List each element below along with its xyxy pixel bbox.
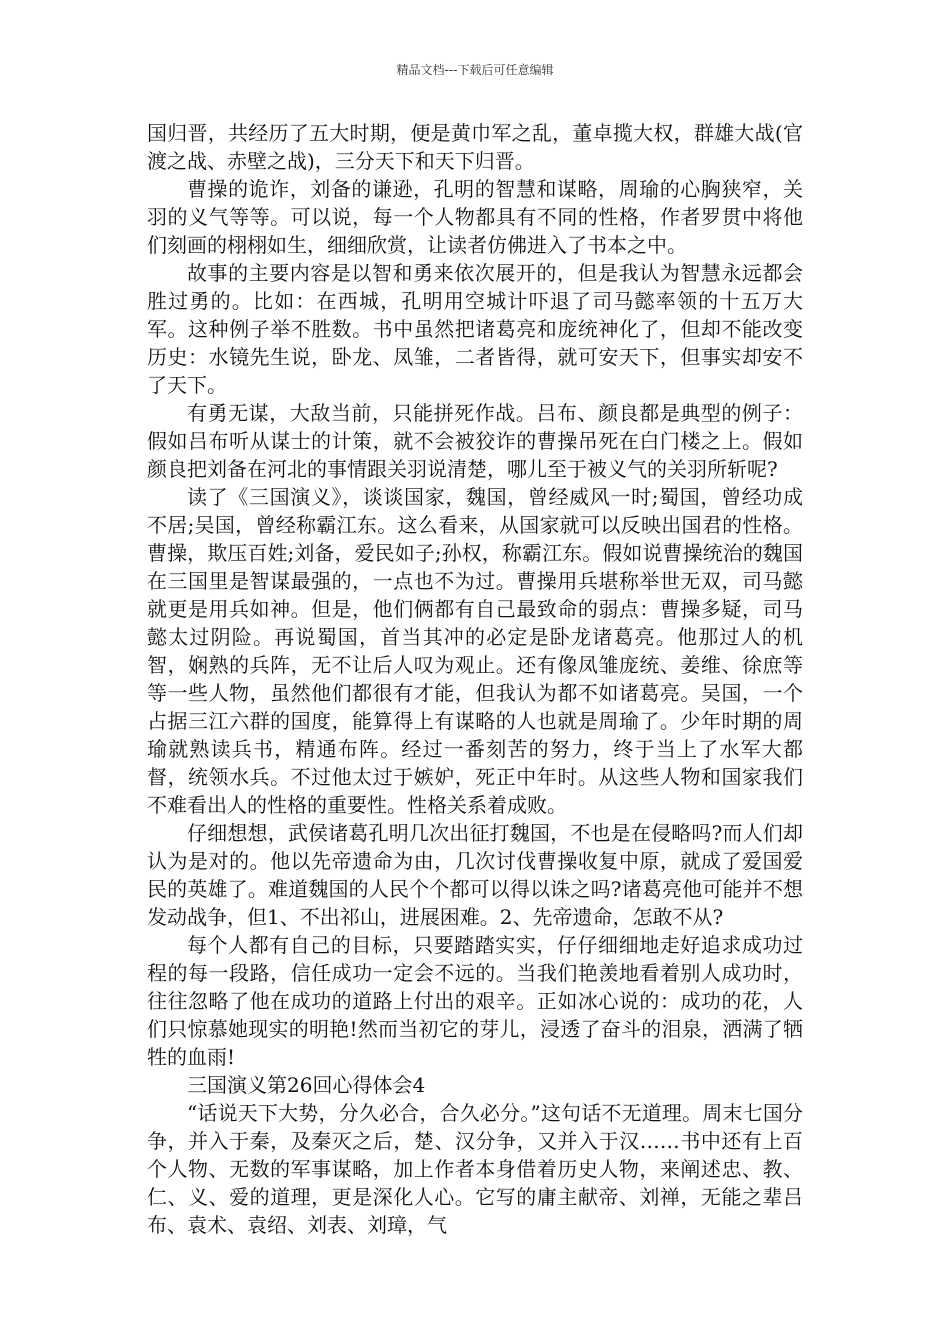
paragraph-2: 曹操的诡诈，刘备的谦逊，孔明的智慧和谋略，周瑜的心胸狭窄，关羽的义气等等。可以说，每一个人物都具有不同的性格，作者罗贯中将他们刻画的栩栩如生，细细欣赏，让读者仿佛进入了书本之中。 — [147, 177, 803, 257]
section-heading: 三国演义第26回心得体会4 — [187, 1073, 426, 1097]
paragraph-5: 读了《三国演义》，谈谈国家，魏国，曾经威风一时;蜀国，曾经功成不居;吴国，曾经称霸江东。这么看来，从国家就可以反映出国君的性格。曹操，欺压百姓;刘备，爱民如子;孙权，称霸江东。假如说曹操统治的魏国在三国里是智谋最强的，一点也不为过。曹操用兵堪称举世无双，司马懿就更是用兵如神。但是，他们俩都有自己最致命的弱点：曹操多疑，司马懿太过阴险。再说蜀国，首当其冲的必定是卧龙诸葛亮。他那过人的机智，娴熟的兵阵，无不让后人叹为观止。还有像凤雏庞统、姜维、徐庶等等一些人物，虽然他们都很有才能，但我认为都不如诸葛亮。吴国，一个占据三江六群的国度，能算得上有谋略的人也就是周瑜了。少年时期的周瑜就熟读兵书，精通布阵。经过一番刻苦的努力，终于当上了水军大都督，统领水兵。不过他太过于嫉妒，死正中年时。从这些人物和国家我们不难看出人的性格的重要性。性格关系着成败。 — [147, 485, 803, 817]
paragraph-8: “话说天下大势，分久必合，合久必分。”这句话不无道理。周末七国分争，并入于秦，及秦灭之后，楚、汉分争，又并入于汉……书中还有上百个人物、无数的军事谋略，加上作者本身借着历史人物，来阐述忠、教、仁、义、爱的道理，更是深化人心。它写的庸主献帝、刘禅，无能之辈吕布、袁术、袁绍、刘表、刘璋，气 — [147, 1101, 803, 1237]
paragraph-4: 有勇无谋，大敌当前，只能拼死作战。吕布、颜良都是典型的例子：假如吕布听从谋士的计策，就不会被狡诈的曹操吊死在白门楼之上。假如颜良把刘备在河北的事情跟关羽说清楚，哪儿至于被义气的关羽所斩呢? — [147, 401, 803, 481]
paragraph-1: 国归晋，共经历了五大时期，便是黄巾军之乱，董卓揽大权，群雄大战(官渡之战、赤壁之战)，三分天下和天下归晋。 — [147, 121, 803, 173]
document-body — [147, 119, 803, 1239]
paragraph-6: 仔细想想，武侯诸葛孔明几次出征打魏国，不也是在侵略吗?而人们却认为是对的。他以先帝遗命为由，几次讨伐曹操收复中原，就成了爱国爱民的英雄了。难道魏国的人民个个都可以得以诛之吗?诸葛亮他可能并不想发动战争，但1、不出祁山，进展困难。2、先帝遗命，怎敢不从? — [147, 821, 803, 929]
page-header: 精品文档---下载后可任意编辑 — [396, 63, 554, 77]
paragraph-3: 故事的主要内容是以智和勇来依次展开的，但是我认为智慧永远都会胜过勇的。比如：在西城，孔明用空城计吓退了司马懿率领的十五万大军。这种例子举不胜数。书中虽然把诸葛亮和庞统神化了，但却不能改变历史：水镜先生说，卧龙、凤雏，二者皆得，就可安天下，但事实却安不了天下。 — [147, 261, 803, 397]
paragraph-7: 每个人都有自己的目标，只要踏踏实实，仔仔细细地走好追求成功过程的每一段路，信任成功一定会不远的。当我们艳羡地看着别人成功时，往往忽略了他在成功的道路上付出的艰辛。正如冰心说的：成功的花，人们只惊慕她现实的明艳!然而当初它的芽儿，浸透了奋斗的泪泉，洒满了牺牲的血雨! — [147, 933, 803, 1069]
